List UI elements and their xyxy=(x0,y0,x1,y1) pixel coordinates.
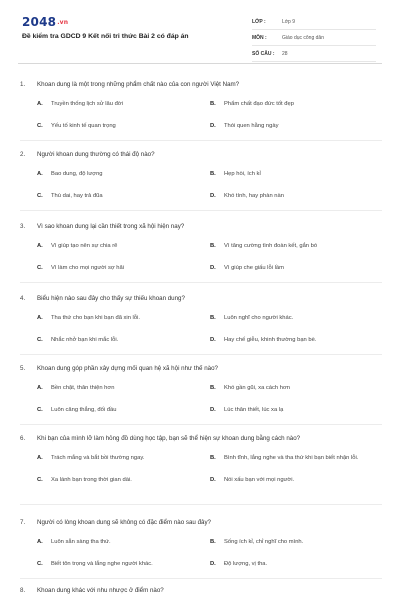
meta-class-value: Lớp 9 xyxy=(282,18,296,25)
question-number: 8. xyxy=(20,587,26,594)
option-letter: A. xyxy=(37,455,43,461)
question-block xyxy=(20,150,382,209)
option-text: Nói xấu bạn với mọi người. xyxy=(224,477,295,483)
option-letter: A. xyxy=(37,101,43,107)
meta-subject-label: MÔN : xyxy=(252,34,267,41)
answer-option-d[interactable] xyxy=(210,560,375,568)
question-number: 6. xyxy=(20,435,26,442)
answer-option-c[interactable] xyxy=(37,336,202,344)
option-letter: A. xyxy=(37,315,43,321)
option-letter: D. xyxy=(210,337,216,343)
option-text: Vì giúp che giấu lỗi lầm xyxy=(224,265,284,271)
question-number: 7. xyxy=(20,519,26,526)
option-letter: B. xyxy=(210,315,216,321)
option-letter: A. xyxy=(37,385,43,391)
question-block xyxy=(20,586,382,595)
option-text: Vì giúp tạo nên sự chia rẽ xyxy=(51,243,118,249)
answer-option-b[interactable] xyxy=(210,384,375,392)
answer-options xyxy=(20,373,382,423)
option-letter: D. xyxy=(210,477,216,483)
option-text: Thù dai, hay trả đũa xyxy=(51,193,103,199)
option-letter: C. xyxy=(37,561,43,567)
question-block xyxy=(20,222,382,281)
question-text: Khoan dung góp phần xây dựng mối quan hệ xã hội như thế nào? xyxy=(37,365,218,372)
question-separator xyxy=(20,282,382,283)
question-line xyxy=(20,80,382,89)
document-title: Đề kiểm tra GDCD 9 Kết nối tri thức Bài 2 có đáp án xyxy=(22,33,189,40)
option-text: Nhắc nhở bạn khi mắc lỗi. xyxy=(51,337,119,343)
answer-options xyxy=(20,231,382,281)
answer-option-b[interactable] xyxy=(210,454,375,462)
question-text: Vì sao khoan dung lại cần thiết trong xã hội hiện nay? xyxy=(37,223,185,230)
option-text: Vì làm cho mọi người sợ hãi xyxy=(51,265,125,271)
option-text: Hay chế giễu, khinh thường bạn bè. xyxy=(224,337,317,343)
answer-options xyxy=(20,303,382,353)
option-letter: B. xyxy=(210,539,216,545)
answer-option-a[interactable] xyxy=(37,170,202,178)
option-text: Luôn sẵn sàng tha thứ. xyxy=(51,539,111,545)
answer-option-d[interactable] xyxy=(210,122,375,130)
option-text: Vì tăng cường tình đoàn kết, gắn bó xyxy=(224,243,318,249)
option-text: Phẩm chất đạo đức tốt đẹp xyxy=(224,101,294,107)
option-letter: B. xyxy=(210,455,216,461)
option-text: Bình tĩnh, lắng nghe và tha thứ khi bạn biết nhận lỗi. xyxy=(224,455,359,461)
option-text: Yếu tố kinh tế quan trọng xyxy=(51,123,116,129)
question-line xyxy=(20,434,382,443)
question-separator xyxy=(20,578,382,579)
option-letter: C. xyxy=(37,193,43,199)
answer-option-c[interactable] xyxy=(37,406,202,414)
question-line xyxy=(20,518,382,527)
question-separator xyxy=(20,354,382,355)
option-text: Sống ích kỉ, chỉ nghĩ cho mình. xyxy=(224,539,304,545)
option-letter: D. xyxy=(210,407,216,413)
question-block xyxy=(20,294,382,353)
option-letter: B. xyxy=(210,171,216,177)
answer-options xyxy=(20,159,382,209)
answer-option-b[interactable] xyxy=(210,314,375,322)
question-line xyxy=(20,586,382,595)
option-letter: C. xyxy=(37,337,43,343)
answer-option-d[interactable] xyxy=(210,264,375,272)
option-letter: D. xyxy=(210,123,216,129)
option-letter: B. xyxy=(210,385,216,391)
answer-option-a[interactable] xyxy=(37,314,202,322)
question-line xyxy=(20,150,382,159)
answer-options xyxy=(20,527,382,577)
option-text: Thói quen hằng ngày xyxy=(224,123,279,129)
question-block xyxy=(20,364,382,423)
option-letter: D. xyxy=(210,561,216,567)
question-text: Khoan dung khác với nhu nhược ở điểm nào? xyxy=(37,587,164,594)
answer-option-b[interactable] xyxy=(210,538,375,546)
option-text: Luôn căng thẳng, đối đầu xyxy=(51,407,117,413)
meta-count-value: 28 xyxy=(282,50,288,57)
question-text: Người có lòng khoan dung sẽ không có đặc điểm nào sau đây? xyxy=(37,519,212,526)
answer-option-d[interactable] xyxy=(210,406,375,414)
option-letter: A. xyxy=(37,171,43,177)
question-number: 5. xyxy=(20,365,26,372)
option-text: Lúc thân thiết, lúc xa lạ xyxy=(224,407,284,413)
logo-text: 2048 xyxy=(22,15,57,29)
question-separator xyxy=(20,504,382,505)
answer-option-a[interactable] xyxy=(37,454,202,462)
option-text: Khó gần gũi, xa cách hơn xyxy=(224,385,291,391)
meta-class-label: LỚP : xyxy=(252,18,266,25)
answer-option-a[interactable] xyxy=(37,242,202,250)
question-number: 2. xyxy=(20,151,26,158)
option-letter: D. xyxy=(210,265,216,271)
answer-options xyxy=(20,89,382,139)
option-letter: C. xyxy=(37,477,43,483)
option-letter: C. xyxy=(37,265,43,271)
option-text: Bao dung, độ lượng xyxy=(51,171,103,177)
option-letter: B. xyxy=(210,243,216,249)
answer-options xyxy=(20,443,382,493)
answer-option-b[interactable] xyxy=(210,242,375,250)
option-text: Tha thứ cho bạn khi bạn đã xin lỗi. xyxy=(51,315,140,321)
answer-option-c[interactable] xyxy=(37,264,202,272)
question-line xyxy=(20,222,382,231)
option-text: Xa lánh bạn trong thời gian dài. xyxy=(51,477,132,483)
answer-option-b[interactable] xyxy=(210,100,375,108)
answer-option-b[interactable] xyxy=(210,170,375,178)
question-separator xyxy=(20,140,382,141)
option-text: Truyền thống lịch sử lâu đời xyxy=(51,101,123,107)
question-text: Người khoan dung thường có thái độ nào? xyxy=(37,151,155,158)
option-text: Bền chặt, thân thiện hơn xyxy=(51,385,115,391)
option-letter: A. xyxy=(37,243,43,249)
question-text: Khoan dung là một trong những phẩm chất nào của con người Việt Nam? xyxy=(37,81,240,88)
answer-option-a[interactable] xyxy=(37,100,202,108)
option-text: Độ lượng, vị tha. xyxy=(224,561,268,567)
option-text: Biết tôn trọng và lắng nghe người khác. xyxy=(51,561,153,567)
question-block xyxy=(20,518,382,577)
question-separator xyxy=(20,424,382,425)
meta-count-label: SỐ CÂU : xyxy=(252,50,275,57)
question-block xyxy=(20,80,382,139)
question-number: 3. xyxy=(20,223,26,230)
answer-option-c[interactable] xyxy=(37,192,202,200)
answer-option-d[interactable] xyxy=(210,192,375,200)
answer-option-c[interactable] xyxy=(37,476,202,484)
option-letter: A. xyxy=(37,539,43,545)
option-text: Hẹp hòi, ích kỉ xyxy=(224,171,261,177)
answer-option-c[interactable] xyxy=(37,122,202,130)
option-text: Trách mắng và bắt bồi thường ngay. xyxy=(51,455,145,461)
meta-subject-value: Giáo dục công dân xyxy=(282,34,324,41)
answer-option-d[interactable] xyxy=(210,476,375,484)
option-text: Khó tính, hay phàn nàn xyxy=(224,193,284,199)
question-line xyxy=(20,364,382,373)
option-letter: D. xyxy=(210,193,216,199)
answer-option-a[interactable] xyxy=(37,384,202,392)
question-number: 1. xyxy=(20,81,26,88)
answer-option-a[interactable] xyxy=(37,538,202,546)
question-block xyxy=(20,434,382,493)
question-text: Biểu hiện nào sau đây cho thấy sự thiếu khoan dung? xyxy=(37,295,185,302)
option-letter: B. xyxy=(210,101,216,107)
question-number: 4. xyxy=(20,295,26,302)
answer-option-c[interactable] xyxy=(37,560,202,568)
question-separator xyxy=(20,210,382,211)
option-letter: C. xyxy=(37,123,43,129)
answer-option-d[interactable] xyxy=(210,336,375,344)
question-text: Khi bạn của mình lỡ làm hỏng đồ dùng học tập, bạn sẽ thể hiện sự khoan dung bằng cách nào? xyxy=(37,435,301,442)
question-line xyxy=(20,294,382,303)
option-text: Luôn nghĩ cho người khác. xyxy=(224,315,294,321)
option-letter: C. xyxy=(37,407,43,413)
logo-suffix: .vn xyxy=(57,19,69,26)
